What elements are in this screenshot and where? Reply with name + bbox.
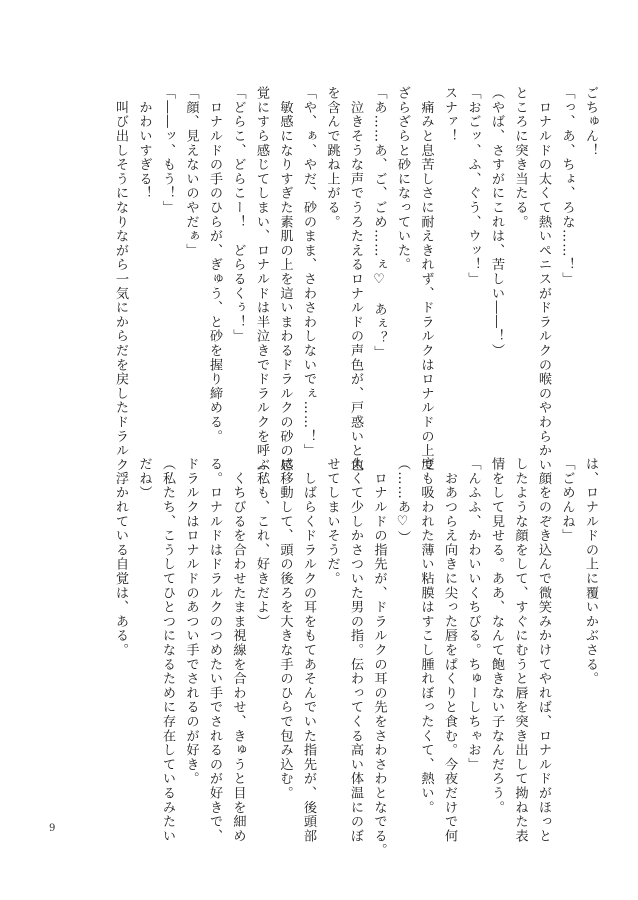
text-line: は、ロナルドの上に覆いかぶさる。 (583, 457, 598, 686)
text-line: おあつらえ向きに尖った唇をぱくりと食む。今夜だけで何 (442, 457, 457, 844)
text-line: かわいすぎる！ (136, 86, 152, 201)
text-line: 痛みと息苦しさに耐えきれず、ドラルクはロナルドの上で (418, 86, 434, 473)
text-line: スナァ！ (442, 86, 457, 144)
text-line: 「ごめんね」 (559, 457, 575, 543)
text-line: 情をして見せる。ああ、なんて飽きない子なんだろう。 (489, 457, 504, 815)
text-line: ドラルクはロナルドのあつい手でされるのが好き。 (183, 457, 199, 786)
text-line: 浮かれている自覚は、ある。 (113, 457, 128, 658)
text-line: 叫び出しそうになりながら一気にからだを戻したドラルク (113, 86, 128, 473)
text-line: 太くて少しかさついた男の指。伝わってくる高い体温にのぼ (348, 457, 363, 844)
text-line: くちびるを合わせたまま視線を合わせ、きゅうと目を細め (230, 457, 246, 844)
text-line: 「どらこ、どらこー！ どらるくぅ！」 (230, 86, 246, 344)
text-line: を含んで跳ね上がる。 (324, 86, 340, 229)
text-line: （私も、これ、好きだよ） (254, 457, 269, 629)
text-line: 「んふふ、かわいいくちびる。ちゅーしちゃお」 (465, 457, 481, 772)
text-line: したような顔をして、すぐにむうと唇を突き出して拗ねた表 (512, 457, 528, 844)
text-line: （やば、さすがにこれは、苦しい――！） (489, 86, 504, 358)
text-line: ロナルドの手のひらが、ぎゅう、と砂を握り締める。 (207, 86, 222, 444)
text-line: ロナルドの指先が、ドラルクの耳の先をさわさわとなでる。 (371, 457, 387, 858)
text-line: せてしまいそうだ。 (324, 457, 340, 586)
text-line: 「おごッ、ふ、ぐう、ウッ！」 (465, 86, 481, 287)
text-line: 「――ッ、もう！」 (160, 86, 175, 215)
text-line: ざらざらと砂になっていた。 (395, 86, 410, 272)
text-line: だね） (136, 457, 152, 500)
page-number: 9 (49, 823, 56, 834)
text-line: 泣きそうな声でうろたえるロナルドの声色が、戸惑いと色 (348, 86, 363, 473)
text-line: ごちゅん！ (583, 86, 598, 158)
text-line: ロナルドの太くて熱いペニスがドラルクの喉のやわらかい (536, 86, 551, 473)
text-line: （……あ♡） (395, 457, 410, 545)
text-line: 顔をのぞき込んで微笑みかけてやれば、ロナルドがほっと (536, 457, 551, 844)
text-line: 「顔、見えないのやだぁ」 (183, 86, 199, 258)
text-line: 「や、ぁ、やだ、砂のまま、さわさわしないでぇ……！」 (301, 86, 316, 458)
text-line: に移動して、頭の後ろを大きな手のひらで包み込む。 (277, 457, 293, 801)
text-line: 敏感になりすぎた素肌の上を這いまわるドラルクの砂の感 (277, 86, 293, 473)
text-line: しばらくドラルクの耳をもてあそんでいた指先が、後頭部 (301, 457, 316, 844)
text-line: ところに突き当たる。 (512, 86, 528, 229)
text-line: る。ロナルドはドラルクのつめたい手でされるのが好きで、 (207, 457, 222, 844)
text-line: 「あ……あ、ご、ごめ……ぇ♡ あぇ？」 (371, 86, 387, 360)
text-line: （私たち、こうしてひとつになるために存在しているみたい (160, 457, 175, 844)
bottom-text-block (109, 457, 603, 858)
text-line: 覚にすら感じてしまい、ロナルドは半泣きでドラルクを呼ぶ。 (254, 86, 269, 487)
text-line: 「っ、あ、ちょ、ろな……！」 (559, 86, 575, 287)
text-line: 度も吸われた薄い粘膜はすこし腫れぼったくて、熱い。 (418, 457, 434, 815)
